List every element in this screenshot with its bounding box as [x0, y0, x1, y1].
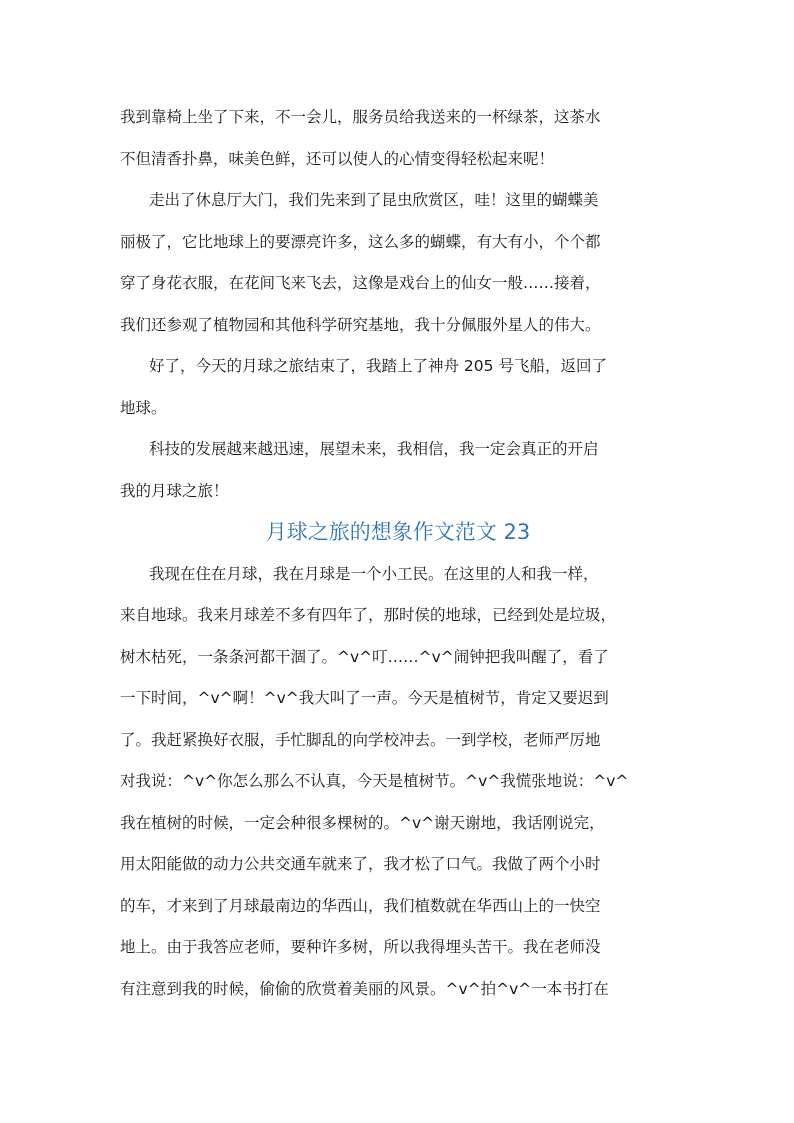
text-line: 地上。由于我答应老师，要种许多树，所以我得埋头苦干。我在老师没	[120, 938, 601, 956]
paragraph-future	[120, 429, 676, 512]
text-line: 用太阳能做的动力公共交通车就来了，我才松了口气。我做了两个小时	[120, 855, 601, 873]
text-line: 我的月球之旅！	[120, 481, 229, 500]
paragraph-green-tea	[120, 97, 676, 180]
text-line: 走出了休息厅大门，我们先来到了昆虫欣赏区，哇！这里的蝴蝶美	[149, 191, 599, 209]
text-line: 我在植树的时候，一定会种很多棵树的。^v^谢天谢地，我话刚说完，	[120, 813, 605, 832]
text-line: 不但清香扑鼻，味美色鲜，还可以使人的心情变得轻松起来呢！	[120, 149, 555, 168]
text-line: 的车，才来到了月球最南边的华西山，我们植数就在华西山上的一快空	[120, 896, 601, 915]
text-line: 穿了身花衣服，在花间飞来飞去，这像是戏台上的仙女一般……接着，	[120, 274, 601, 292]
text-line: 了。我赶紧换好衣服，手忙脚乱的向学校冲去。一到学校，老师严厉地	[120, 730, 601, 749]
paragraph-trip-end	[120, 346, 676, 429]
document-body	[120, 97, 676, 1010]
text-line: 好了，今天的月球之旅结束了，我踏上了神舟 205 号飞船，返回了	[149, 357, 607, 375]
text-line: 丽极了，它比地球上的要漂亮许多，这么多的蝴蝶，有大有小，个个都	[120, 232, 601, 251]
paragraph-insect-area	[120, 180, 676, 346]
paragraph-moon-life	[120, 554, 676, 1011]
text-line: 一下时间，^v^啊！^v^我大叫了一声。今天是植树节，肯定又要迟到	[120, 689, 609, 707]
text-line: 我现在住在月球，我在月球是一个小工民。在这里的人和我一样，	[149, 564, 599, 583]
text-line: 有注意到我的时候，偷偷的欣赏着美丽的风景。^v^拍^v^一本书打在	[120, 979, 609, 998]
section-heading: 月球之旅的想象作文范文 23	[265, 520, 531, 544]
text-line: 我们还参观了植物园和其他科学研究基地，我十分佩服外星人的伟大。	[120, 315, 601, 334]
text-line: 来自地球。我来月球差不多有四年了，那时侯的地球，已经到处是垃圾，	[120, 606, 617, 624]
text-line: 我到靠椅上坐了下来，不一会儿，服务员给我送来的一杯绿茶，这茶水	[120, 108, 601, 126]
text-line: 对我说：^v^你怎么那么不认真，今天是植树节。^v^我慌张地说：^v^	[120, 772, 629, 790]
text-line: 科技的发展越来越迅速，展望未来，我相信，我一定会真正的开启	[149, 440, 599, 458]
text-line: 地球。	[120, 398, 167, 417]
text-line: 树木枯死，一条条河都干涸了。^v^叮……^v^闹钟把我叫醒了，看了	[120, 647, 609, 666]
